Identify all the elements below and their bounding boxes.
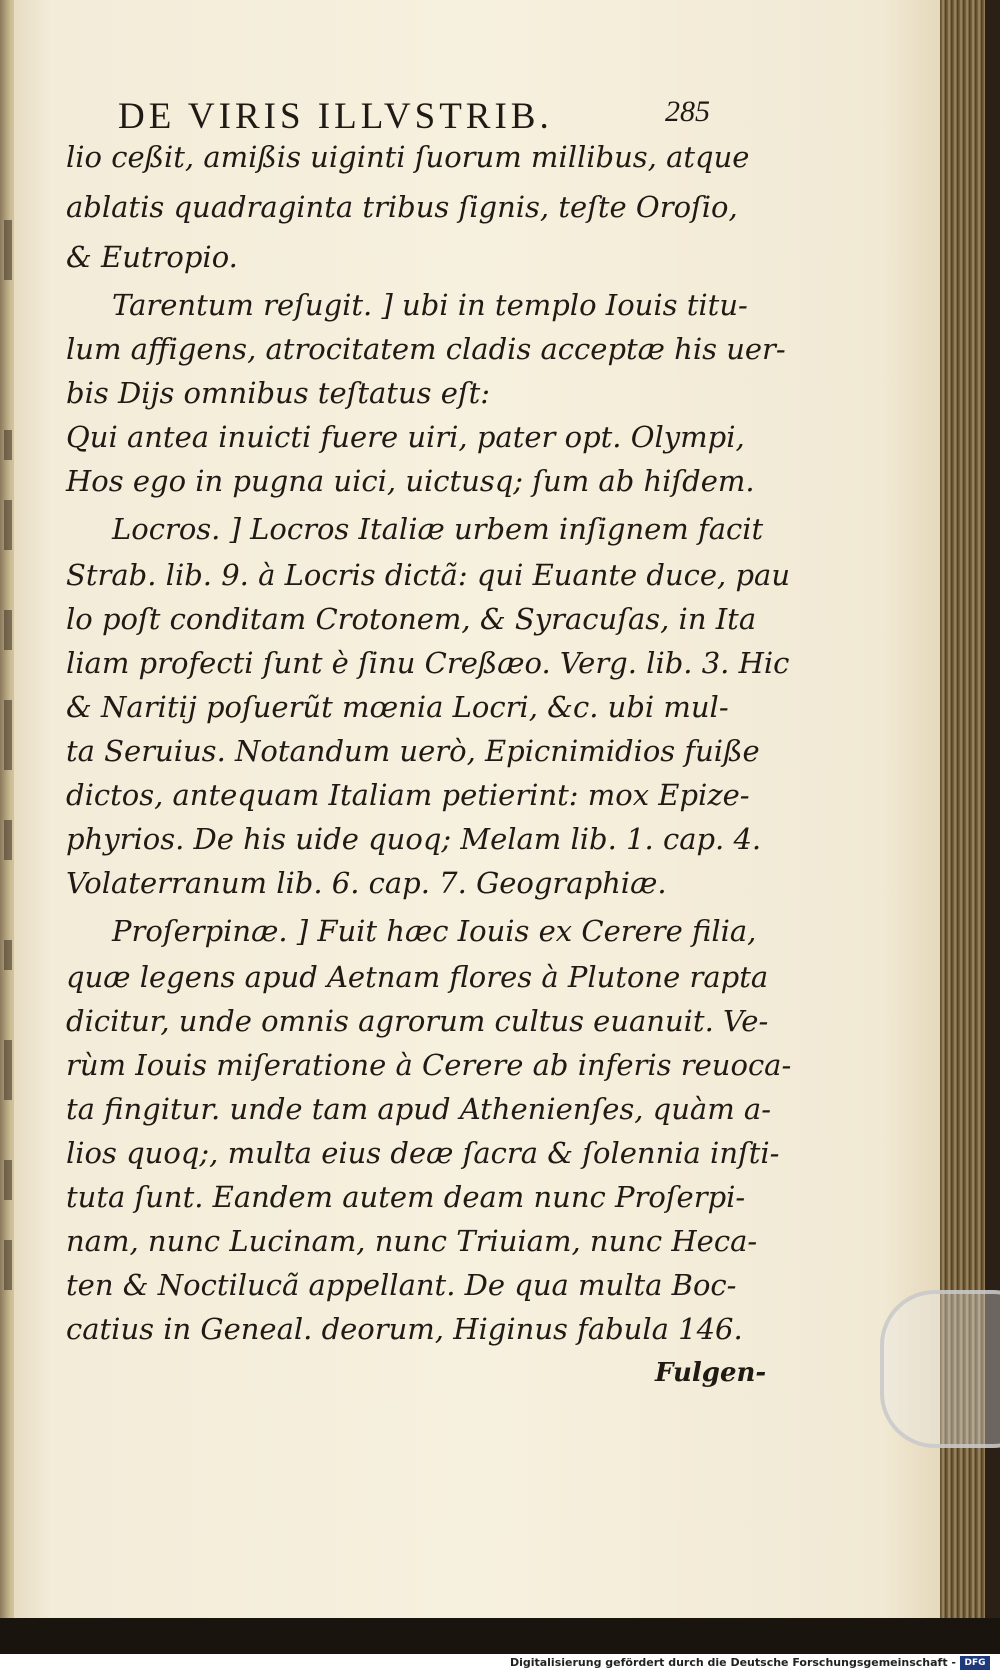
funding-credit: Digitalisierung gefördert durch die Deutsche Forschungsgemeinschaft - (509, 1656, 956, 1669)
text-line: liam profecti ſunt è ſinu Creßæo. Verg. lib. 3. Hic (66, 646, 790, 680)
text-line: ablatis quadraginta tribus ſignis, teſte Oroſio, (66, 190, 738, 224)
text-line: Volaterranum lib. 6. cap. 7. Geographiæ. (66, 866, 667, 900)
text-line: dictos, antequam Italiam petierint: mox Epize- (66, 778, 750, 812)
text-line: Proſerpinæ. ] Fuit hæc Iouis ex Cerere filia, (112, 914, 757, 948)
catchword: Fulgen- (655, 1358, 767, 1388)
dfg-logo: DFG (960, 1656, 990, 1670)
text-line: nam, nunc Lucinam, nunc Triuiam, nunc Heca- (66, 1224, 758, 1258)
page-clip (880, 1290, 1000, 1448)
text-line: Strab. lib. 9. à Locris dictã: qui Euante duce, pau (66, 558, 791, 592)
text-line: ta fingitur. unde tam apud Athenienſes, quàm a- (66, 1092, 772, 1126)
text-line: lo poſt conditam Crotonem, & Syracuſas, in Ita (66, 602, 757, 636)
text-line: phyrios. De his uide quoq; Melam lib. 1. cap. 4. (66, 822, 762, 856)
verse-line: Hos ego in pugna uici, uictusq; ſum ab hiſdem. (66, 464, 755, 498)
text-line: & Eutropio. (66, 240, 238, 274)
bleed-through-marks (0, 180, 20, 1430)
verse-line: Qui antea inuicti fuere uiri, pater opt. Olympi, (66, 420, 745, 454)
text-line: lio ceßit, amißis uiginti ſuorum millibus, atque (66, 140, 750, 174)
text-line: Locros. ] Locros Italiæ urbem inſignem facit (112, 512, 764, 546)
text-line: dicitur, unde omnis agrorum cultus euanuit. Ve- (66, 1004, 769, 1038)
running-head: DE VIRIS ILLVSTRIB. (118, 96, 553, 137)
text-line: tuta ſunt. Eandem autem deam nunc Proſerpi- (66, 1180, 746, 1214)
text-line: catius in Geneal. deorum, Higinus fabula 146. (66, 1312, 743, 1346)
text-line: bis Dijs omnibus teſtatus eſt: (66, 376, 491, 410)
text-line: lios quoq;, multa eius deæ ſacra & ſolennia inſti- (66, 1136, 780, 1170)
text-line: rùm Iouis miſeratione à Cerere ab inferis reuoca- (66, 1048, 792, 1082)
page-number: 285 (665, 95, 710, 128)
text-line: ta Seruius. Notandum uerò, Epicnimidios fuiße (66, 734, 760, 768)
text-line: lum affigens, atrocitatem cladis acceptæ his uer- (66, 332, 786, 366)
text-line: & Naritij poſuerũt mœnia Locri, &c. ubi mul- (66, 690, 729, 724)
text-line: ten & Noctilucã appellant. De qua multa Boc- (66, 1268, 737, 1302)
scan-bottom-edge (0, 1618, 1000, 1654)
text-line: quæ legens apud Aetnam flores à Plutone rapta (66, 960, 769, 994)
text-line: Tarentum reſugit. ] ubi in templo Iouis titu- (112, 288, 748, 322)
